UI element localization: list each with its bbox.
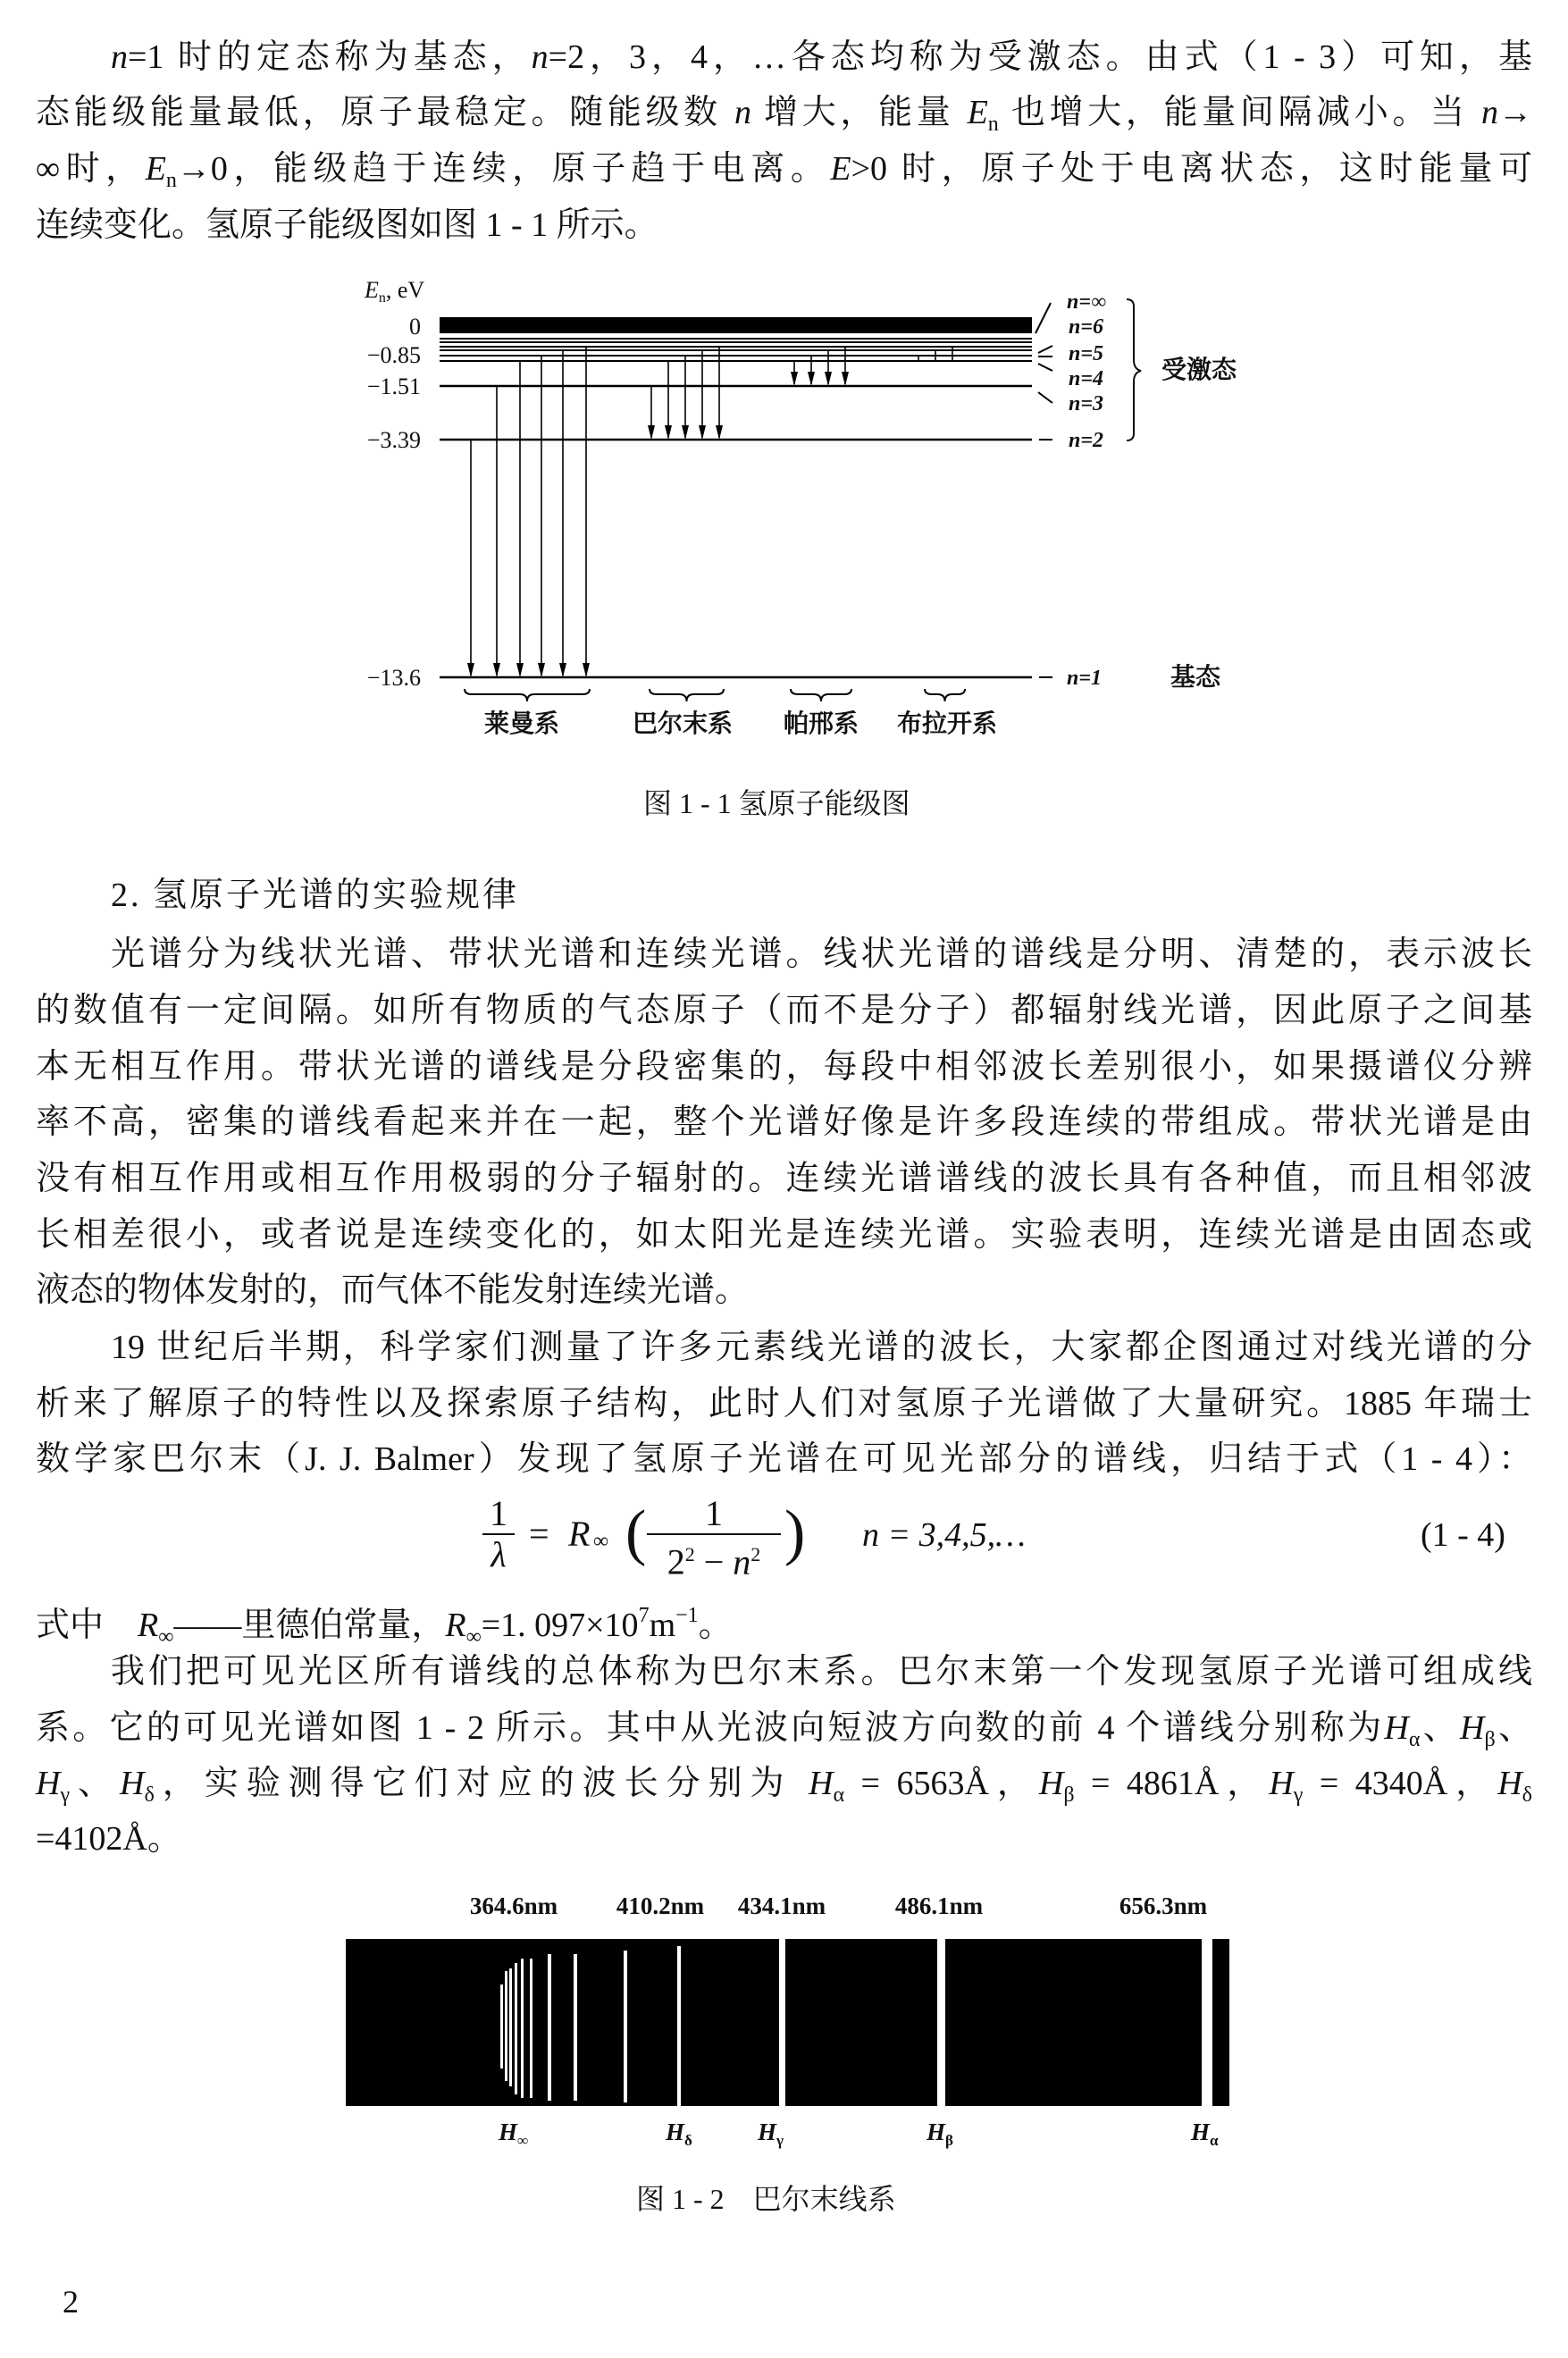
text-run: →0，能级趋于连续，原子趋于电离。 <box>176 150 831 188</box>
rydberg-subscript: ∞ <box>593 1530 609 1553</box>
left-paren: ( <box>625 1498 647 1567</box>
paschen-transition-arrow-head <box>842 372 849 386</box>
spectrum-band <box>346 1939 1229 2106</box>
energy-label-n1: −13.6 <box>366 665 421 691</box>
series-label-paschen: 帕邢系 <box>783 710 859 738</box>
wavelength-label: 434.1nm <box>737 1892 826 1919</box>
text-line <box>111 933 1532 976</box>
spectrum-gap-line <box>779 1939 785 2106</box>
level-label-n1: n=1 <box>1067 667 1103 690</box>
rydberg-symbol: R <box>568 1514 591 1554</box>
subscript: α <box>1408 1728 1421 1751</box>
balmer-transition-arrow-head <box>665 425 672 440</box>
text-line <box>36 204 1532 247</box>
level-label-n6: n=6 <box>1069 315 1104 339</box>
text-line <box>36 1707 1532 1750</box>
text-line <box>36 1045 1532 1088</box>
level-label-n3: n=3 <box>1069 392 1104 415</box>
math-variable: H <box>36 1765 61 1802</box>
text-line <box>36 1269 1532 1312</box>
spectral-line <box>509 1968 512 2086</box>
text-line <box>36 1438 1532 1481</box>
lyman-transition-arrow-head <box>583 663 590 677</box>
energy-level-diagram <box>300 267 1269 748</box>
spectrum-gap-line <box>937 1939 945 2106</box>
axis-subscript: n <box>378 290 386 306</box>
balmer-transition-arrow-head <box>648 425 655 440</box>
level-connector <box>1036 303 1051 333</box>
superscript: −1 <box>675 1604 699 1627</box>
figure-2-caption: 图 1 - 2 巴尔末线系 <box>636 2183 896 2215</box>
math-variable: n <box>1480 94 1498 131</box>
level-label-inf: n=∞ <box>1067 290 1107 314</box>
balmer-transition-arrow-head <box>699 425 706 440</box>
ground-state-label: 基态 <box>1170 664 1221 692</box>
spectral-line <box>548 1954 551 2101</box>
text-line <box>36 1213 1532 1256</box>
text-run: = 4861Å， <box>1074 1765 1270 1802</box>
den-variable-exponent: 2 <box>750 1543 761 1565</box>
text-run: 也增大，能量间隔减小。当 <box>998 94 1481 131</box>
text-run: 长相差很小，或者说是连续变化的，如太阳光是连续光谱。实验表明，连续光谱是由固态或 <box>36 1216 1532 1254</box>
balmer-brace <box>650 689 724 701</box>
right-paren: ) <box>784 1498 806 1567</box>
text-line <box>36 1382 1532 1425</box>
text-run: 系。它的可见光谱如图 1 - 2 所示。其中从光波向短波方向数的前 4 个谱线分别称为 <box>36 1709 1385 1747</box>
spectral-line <box>574 1954 577 2101</box>
text-run: 液态的物体发射的，而气体不能发射连续光谱。 <box>36 1271 750 1309</box>
excited-states-label: 受激态 <box>1161 357 1237 384</box>
text-run: 析来了解原子的特性以及探索原子结构，此时人们对氢原子光谱做了大量研究。1885 年瑞士 <box>36 1385 1532 1422</box>
subscript: γ <box>60 1783 71 1807</box>
brackett-brace <box>925 689 965 701</box>
text-run: 数学家巴尔末（J. J. Balmer）发现了氢原子光谱在可见光部分的谱线，归结于式（1 - 4）： <box>36 1440 1532 1478</box>
wavelength-label: 656.3nm <box>1119 1892 1208 1919</box>
subscript: δ <box>1522 1783 1532 1807</box>
excited-states-brace <box>1127 299 1141 441</box>
text-run: = 6563Å， <box>844 1765 1039 1802</box>
wavelength-label: 364.6nm <box>469 1892 558 1919</box>
text-run: =1. 097×10 <box>481 1607 639 1644</box>
text-run: 。 <box>698 1607 733 1644</box>
subscript: ∞ <box>158 1625 174 1649</box>
math-variable: n <box>734 94 751 131</box>
spectral-line <box>530 1959 532 2098</box>
section-heading: 2. 氢原子光谱的实验规律 <box>111 877 520 914</box>
level-connector <box>1038 392 1052 403</box>
text-run: 、 <box>70 1765 121 1802</box>
paschen-transition-arrow-head <box>825 372 832 386</box>
figure-1-caption: 图 1 - 1 氢原子能级图 <box>643 787 910 819</box>
level-label-n4: n=4 <box>1069 367 1104 390</box>
energy-label-n3: −1.51 <box>366 373 421 399</box>
lyman-transition-arrow-head <box>493 663 500 677</box>
math-variable: H <box>1460 1709 1485 1747</box>
subscript: δ <box>144 1783 155 1807</box>
rhs-denominator <box>647 1533 781 1582</box>
subscript: α <box>833 1783 845 1807</box>
math-variable: H <box>1384 1709 1409 1747</box>
text-run: 19 世纪后半期，科学家们测量了许多元素线光谱的波长，大家都企图通过对线光谱的分 <box>111 1329 1532 1366</box>
lyman-transition-arrow-head <box>516 663 524 677</box>
spectral-line-label: $H_\alpha$ <box>1191 2119 1219 2149</box>
spectral-line-label: $H_\infty$ <box>499 2119 529 2149</box>
wavelength-label: 410.2nm <box>616 1892 705 1919</box>
lyman-transition-arrow-head <box>538 663 545 677</box>
math-variable: E <box>830 150 851 188</box>
series-label-brackett: 布拉开系 <box>896 710 998 738</box>
text-run: 本无相互作用。带状光谱的谱线是分段密集的，每段中相邻波长差别很小，如果摄谱仪分辨 <box>36 1048 1532 1086</box>
text-run: m <box>649 1607 676 1644</box>
spectral-line <box>521 1959 524 2098</box>
den-base: 2 <box>667 1541 685 1582</box>
level-label-n2: n=2 <box>1069 429 1104 452</box>
subscript: ∞ <box>465 1625 482 1649</box>
equation-rhs-fraction <box>647 1494 781 1582</box>
text-run: =2，3，4，…各态均称为受激态。由式（1 - 3）可知，基 <box>548 38 1532 76</box>
text-run: 我们把可见光区所有谱线的总体称为巴尔末系。巴尔末第一个发现氢原子光谱可组成线 <box>111 1653 1532 1691</box>
spectral-line <box>624 1951 627 2102</box>
text-run: ——里德伯常量， <box>173 1607 446 1644</box>
subscript: β <box>1484 1728 1496 1751</box>
lyman-brace <box>465 689 590 701</box>
energy-label-n4: −0.85 <box>366 342 421 368</box>
paschen-transition-arrow-head <box>791 372 798 386</box>
paschen-transition-arrow-head <box>808 372 815 386</box>
lhs-numerator: 1 <box>490 1493 507 1533</box>
text-run: 、 <box>1420 1709 1460 1747</box>
spectral-line-label: $H_\beta$ <box>927 2119 953 2149</box>
continuum-band <box>440 317 1032 333</box>
spectral-line <box>677 1946 681 2107</box>
series-label-balmer: 巴尔末系 <box>632 710 734 738</box>
math-variable: H <box>809 1765 834 1802</box>
math-variable: R <box>138 1607 159 1644</box>
den-variable: n <box>733 1541 751 1582</box>
text-line <box>36 1817 1532 1860</box>
math-variable: n <box>111 38 128 76</box>
equation-lhs-fraction <box>482 1494 515 1574</box>
text-line <box>36 1762 1532 1805</box>
spectrum-gap-line <box>1202 1939 1212 2106</box>
text-run: =1 时的定态称为基态， <box>128 38 532 76</box>
energy-label-n2: −3.39 <box>366 427 421 453</box>
text-run: 的数值有一定间隔。如所有物质的气态原子（而不是分子）都辐射线光谱，因此原子之间基 <box>36 992 1532 1029</box>
superscript: 7 <box>638 1604 650 1627</box>
text-run: → <box>1497 94 1532 131</box>
spectral-line <box>500 1985 503 2068</box>
subscript: γ <box>1293 1783 1304 1807</box>
balmer-spectrum-figure <box>331 1872 1242 2167</box>
math-variable: H <box>1038 1765 1064 1802</box>
text-line <box>36 1594 1532 1649</box>
text-run: >0 时，原子处于电离状态，这时能量可 <box>851 150 1532 188</box>
subscript: n <box>987 113 999 136</box>
balmer-transition-arrow-head <box>716 425 723 440</box>
text-line <box>36 1157 1532 1200</box>
text-run: 式中 <box>36 1607 138 1644</box>
energy-label-0: 0 <box>409 314 421 340</box>
equation-number: (1 - 4) <box>1421 1516 1505 1554</box>
lyman-transition-arrow-head <box>559 663 566 677</box>
equals-sign: = <box>529 1514 549 1554</box>
text-line <box>111 36 1532 79</box>
text-run: 光谱分为线状光谱、带状光谱和连续光谱。线状光谱的谱线是分明、清楚的，表示波长 <box>111 936 1532 973</box>
spectral-line <box>505 1971 507 2081</box>
text-run: 态能级能量最低，原子最稳定。随能级数 <box>36 94 734 131</box>
paschen-brace <box>791 689 851 701</box>
text-run: = 4340Å， <box>1303 1765 1498 1802</box>
equation-condition: n = 3,4,5,… <box>862 1516 1026 1554</box>
text-line <box>36 989 1532 1032</box>
page-number: 2 <box>63 2284 79 2320</box>
text-run: 没有相互作用或相互作用极弱的分子辐射的。连续光谱谱线的波长具有各种值，而且相邻波 <box>36 1160 1532 1197</box>
lyman-transition-arrow-head <box>467 663 474 677</box>
level-connector <box>1038 346 1052 353</box>
math-variable: H <box>1497 1765 1522 1802</box>
text-run: =4102Å。 <box>36 1820 181 1858</box>
math-variable: E <box>145 150 166 188</box>
text-run: 、 <box>1495 1709 1532 1747</box>
level-connector <box>1038 364 1052 371</box>
text-line <box>111 1326 1532 1369</box>
den-minus: − <box>694 1541 734 1582</box>
text-run: ，实验测得它们对应的波长分别为 <box>154 1765 809 1802</box>
axis-label <box>364 277 424 306</box>
spectral-line <box>515 1963 517 2094</box>
balmer-transition-arrow-head <box>682 425 689 440</box>
text-run: 率不高，密集的谱线看起来并在一起，整个光谱好像是许多段连续的带组成。带状光谱是由 <box>36 1103 1532 1141</box>
text-line <box>36 91 1532 134</box>
axis-unit: , eV <box>385 277 425 303</box>
text-run: 连续变化。氢原子能级图如图 1 - 1 所示。 <box>36 206 658 244</box>
subscript: n <box>165 169 177 192</box>
math-variable: H <box>1269 1765 1294 1802</box>
spectral-line-label: $H_\delta$ <box>666 2119 692 2149</box>
spectral-line-label: $H_\gamma$ <box>758 2119 784 2149</box>
text-run: ∞时， <box>36 150 146 188</box>
text-line <box>36 1101 1532 1144</box>
math-variable: n <box>531 38 549 76</box>
series-label-lyman: 莱曼系 <box>483 710 560 738</box>
level-label-n5: n=5 <box>1069 342 1104 365</box>
axis-symbol: E <box>365 277 379 303</box>
text-line <box>111 1650 1532 1693</box>
den-exponent: 2 <box>684 1543 695 1565</box>
math-variable: R <box>445 1607 466 1644</box>
lhs-denominator: λ <box>482 1533 515 1574</box>
wavelength-label: 486.1nm <box>894 1892 984 1919</box>
math-variable: H <box>120 1765 145 1802</box>
text-run: 增大，能量 <box>750 94 968 131</box>
math-variable: E <box>967 94 988 131</box>
subscript: β <box>1063 1783 1075 1807</box>
rhs-numerator: 1 <box>705 1493 723 1533</box>
text-line <box>36 147 1532 190</box>
